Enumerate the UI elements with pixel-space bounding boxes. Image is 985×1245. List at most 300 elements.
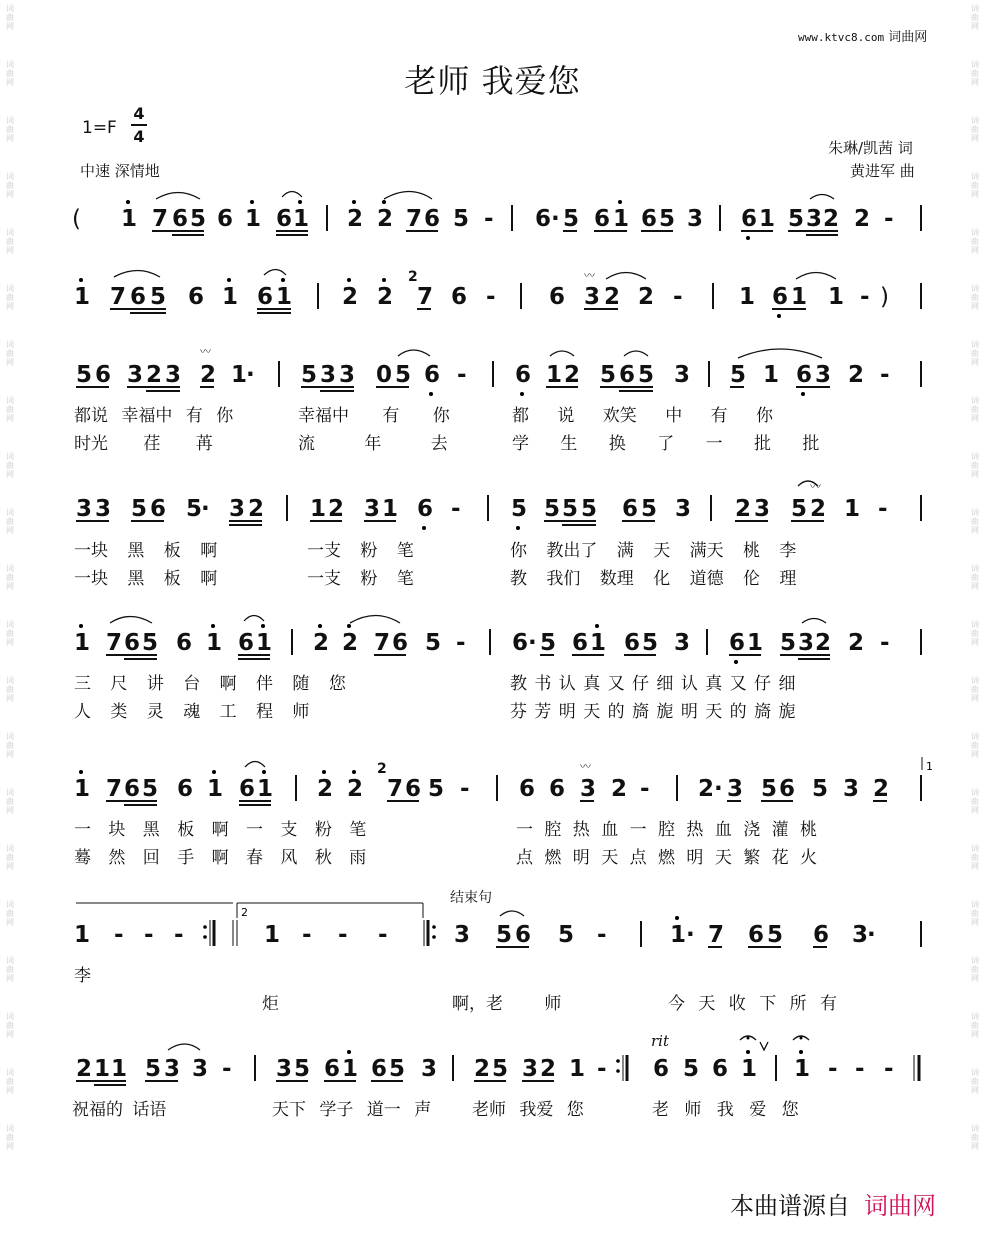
svg-text:3: 3 xyxy=(454,922,471,948)
lyric-row8-d: 老 师 我 爱 您 xyxy=(652,1100,799,1120)
watermark-text: 词 曲 网 xyxy=(6,564,14,591)
site-url[interactable]: www.ktvc8.com xyxy=(798,31,885,44)
svg-text:(: ( xyxy=(72,206,81,232)
song-title: 老师 我爱您 xyxy=(404,62,581,100)
watermark-text: 词 曲 网 xyxy=(971,1124,979,1151)
svg-text:2: 2 xyxy=(638,284,655,310)
svg-text:3: 3 xyxy=(76,496,93,522)
lyric-row4-v2-c: 教 我们 数理 化 道德 伦 理 xyxy=(510,569,797,589)
svg-text:-: - xyxy=(673,284,683,310)
svg-text:0: 0 xyxy=(376,362,393,388)
svg-text:2: 2 xyxy=(474,1056,491,1082)
svg-text:5: 5 xyxy=(761,776,778,802)
watermark-text: 词 曲 网 xyxy=(971,1068,979,1095)
svg-text:6: 6 xyxy=(712,1056,729,1082)
svg-text:6: 6 xyxy=(515,362,532,388)
svg-text:2: 2 xyxy=(810,496,827,522)
svg-text:6: 6 xyxy=(549,776,566,802)
lyric-row4-v2-a: 一块 黑 板 啊 xyxy=(74,569,218,589)
svg-text:-: - xyxy=(302,922,312,948)
svg-text:6: 6 xyxy=(519,776,536,802)
svg-text:1: 1 xyxy=(747,630,764,656)
svg-text:1: 1 xyxy=(231,362,248,388)
watermark-text: 词 曲 网 xyxy=(6,60,14,87)
svg-text:2: 2 xyxy=(408,269,418,285)
svg-text:3: 3 xyxy=(798,630,815,656)
row-2 xyxy=(74,269,921,318)
svg-text:2: 2 xyxy=(823,206,840,232)
watermark-text: 词 曲 网 xyxy=(971,676,979,703)
svg-text:6: 6 xyxy=(622,496,639,522)
svg-text:-: - xyxy=(884,206,894,232)
lyric-row3-v2-a: 时光 荏 苒 xyxy=(74,434,213,454)
svg-text:〰: 〰 xyxy=(584,269,595,282)
svg-text:6: 6 xyxy=(371,1056,388,1082)
svg-text:2: 2 xyxy=(735,496,752,522)
svg-text:2: 2 xyxy=(848,630,865,656)
svg-text:-: - xyxy=(597,922,607,948)
svg-text:6: 6 xyxy=(124,630,141,656)
svg-text:-: - xyxy=(855,1056,865,1082)
svg-text:7: 7 xyxy=(106,776,123,802)
watermark-text: 词 曲 网 xyxy=(6,732,14,759)
watermark-text: 词 曲 网 xyxy=(6,1012,14,1039)
svg-text:7: 7 xyxy=(708,922,725,948)
svg-text:2: 2 xyxy=(342,284,359,310)
svg-text:5: 5 xyxy=(683,1056,700,1082)
svg-text:1: 1 xyxy=(590,630,607,656)
svg-text:3: 3 xyxy=(580,776,597,802)
svg-text:2: 2 xyxy=(611,776,628,802)
lyric-row7-b: 炬 xyxy=(262,994,279,1014)
time-top: 4 xyxy=(133,104,145,123)
svg-text:1: 1 xyxy=(926,760,933,773)
svg-text:-: - xyxy=(451,496,461,522)
svg-text:5: 5 xyxy=(812,776,829,802)
svg-text:5: 5 xyxy=(131,496,148,522)
lyric-row5-v2-b: 芬 芳 明 天 的 旖 旎 明 天 的 旖 旎 xyxy=(510,702,796,722)
svg-text:1: 1 xyxy=(828,284,845,310)
svg-text:5: 5 xyxy=(301,362,318,388)
composer-credit: 黄进军 曲 xyxy=(850,162,915,180)
svg-text:1: 1 xyxy=(791,284,808,310)
svg-text:3: 3 xyxy=(339,362,356,388)
lyric-row3-v1-b: 幸福中 有 你 xyxy=(298,406,450,426)
lyric-row4-v1-a: 一块 黑 板 啊 xyxy=(74,541,218,561)
svg-text:6: 6 xyxy=(176,630,193,656)
svg-text:〰: 〰 xyxy=(200,345,211,358)
watermark-text: 词 曲 网 xyxy=(6,1124,14,1151)
svg-text:5: 5 xyxy=(642,630,659,656)
svg-text:6: 6 xyxy=(95,362,112,388)
svg-text:·: · xyxy=(528,630,537,656)
svg-text:7: 7 xyxy=(406,206,423,232)
svg-text:1: 1 xyxy=(763,362,780,388)
watermark-text: 词 曲 网 xyxy=(971,900,979,927)
svg-text:3: 3 xyxy=(727,776,744,802)
source-text: 本曲谱源自 xyxy=(730,1192,850,1220)
svg-text:6: 6 xyxy=(813,922,830,948)
svg-text:2: 2 xyxy=(854,206,871,232)
svg-text:5: 5 xyxy=(395,362,412,388)
svg-text:5: 5 xyxy=(641,496,658,522)
svg-text:3: 3 xyxy=(127,362,144,388)
svg-text:-: - xyxy=(457,362,467,388)
svg-text:·: · xyxy=(551,206,560,232)
tempo-marking: 中速 深情地 xyxy=(80,162,160,180)
svg-text:5: 5 xyxy=(186,496,203,522)
svg-text:6: 6 xyxy=(772,284,789,310)
svg-text:1: 1 xyxy=(74,284,91,310)
lyric-row4-v2-b: 一支 粉 笔 xyxy=(307,569,414,589)
svg-text:1: 1 xyxy=(739,284,756,310)
svg-text:6: 6 xyxy=(741,206,758,232)
key-signature: 1=F xyxy=(82,118,117,138)
svg-text:5: 5 xyxy=(428,776,445,802)
svg-text:7: 7 xyxy=(417,284,434,310)
svg-text:·: · xyxy=(686,922,695,948)
lyric-row8-c: 老师 我爱 您 xyxy=(472,1100,584,1120)
svg-text:6: 6 xyxy=(424,362,441,388)
watermark-text: 词 曲 网 xyxy=(971,172,979,199)
svg-text:1: 1 xyxy=(74,630,91,656)
row-5 xyxy=(74,616,921,665)
watermark-text: 词 曲 网 xyxy=(6,340,14,367)
svg-text:6: 6 xyxy=(549,284,566,310)
svg-text:2: 2 xyxy=(604,284,621,310)
watermark-text: 词 曲 网 xyxy=(971,956,979,983)
svg-text:5: 5 xyxy=(425,630,442,656)
watermark-text: 词 曲 网 xyxy=(6,452,14,479)
svg-text:6: 6 xyxy=(779,776,796,802)
svg-text:1: 1 xyxy=(794,1056,811,1082)
source-footer xyxy=(730,1186,936,1221)
svg-text:1: 1 xyxy=(382,496,399,522)
svg-text:6: 6 xyxy=(535,206,552,232)
svg-text:1: 1 xyxy=(569,1056,586,1082)
watermark-text: 词 曲 网 xyxy=(971,732,979,759)
svg-text:2: 2 xyxy=(347,206,364,232)
svg-text:2: 2 xyxy=(564,362,581,388)
svg-text:5: 5 xyxy=(150,284,167,310)
svg-text:6: 6 xyxy=(172,206,189,232)
svg-text:-: - xyxy=(880,362,890,388)
svg-text:5: 5 xyxy=(562,496,579,522)
svg-text:5: 5 xyxy=(780,630,797,656)
svg-text:5: 5 xyxy=(600,362,617,388)
lyric-row8-b: 天下 学子 道一 声 xyxy=(272,1100,432,1120)
lyric-row7-d: 今 天 收 下 所 有 xyxy=(668,994,838,1014)
svg-text:5: 5 xyxy=(453,206,470,232)
lyric-row3-v1-a: 都说 幸福中 有 你 xyxy=(74,406,234,426)
svg-text:1: 1 xyxy=(257,776,274,802)
watermark-text: 词 曲 网 xyxy=(971,844,979,871)
watermark-text: 词 曲 网 xyxy=(6,508,14,535)
svg-text:-: - xyxy=(597,1056,607,1082)
svg-text:-: - xyxy=(222,1056,232,1082)
svg-text:·: · xyxy=(246,362,255,388)
svg-text:-: - xyxy=(460,776,470,802)
svg-text:2: 2 xyxy=(241,906,248,919)
svg-text:2: 2 xyxy=(815,630,832,656)
lyric-row3-v2-b: 流 年 去 xyxy=(298,434,448,454)
watermark-text: 词 曲 网 xyxy=(971,452,979,479)
svg-text:5: 5 xyxy=(76,362,93,388)
svg-text:6: 6 xyxy=(392,630,409,656)
svg-text:5: 5 xyxy=(496,922,513,948)
row-8 xyxy=(76,1036,919,1085)
svg-text:1: 1 xyxy=(121,206,138,232)
rit-marking: rit xyxy=(651,1032,669,1050)
svg-text:5: 5 xyxy=(190,206,207,232)
svg-text:6: 6 xyxy=(619,362,636,388)
ending-phrase-label: 结束句 xyxy=(450,890,492,906)
svg-text:3: 3 xyxy=(843,776,860,802)
svg-text:3: 3 xyxy=(852,922,869,948)
svg-text:-: - xyxy=(640,776,650,802)
lyric-row4-v1-c: 你 教出了 满 天 满天 桃 李 xyxy=(510,541,797,561)
svg-text:5: 5 xyxy=(791,496,808,522)
svg-text:5: 5 xyxy=(730,362,747,388)
svg-text:2: 2 xyxy=(342,630,359,656)
site-name[interactable]: 词曲网 xyxy=(888,30,928,45)
svg-text:-: - xyxy=(174,922,184,948)
lyric-row4-v1-b: 一支 粉 笔 xyxy=(307,541,414,561)
svg-text:1: 1 xyxy=(74,922,91,948)
svg-text:〰: 〰 xyxy=(580,760,591,773)
watermark-text: 词 曲 网 xyxy=(6,172,14,199)
row-6 xyxy=(74,757,933,805)
row-1 xyxy=(72,192,921,241)
svg-text:5: 5 xyxy=(142,630,159,656)
svg-text:5: 5 xyxy=(540,630,557,656)
svg-text:6: 6 xyxy=(451,284,468,310)
svg-text:6: 6 xyxy=(130,284,147,310)
svg-text:3: 3 xyxy=(674,630,691,656)
svg-text:6: 6 xyxy=(748,922,765,948)
watermark-text: 词 曲 网 xyxy=(6,620,14,647)
watermark-text: 词 曲 网 xyxy=(6,396,14,423)
svg-text:1: 1 xyxy=(276,284,293,310)
svg-text:1: 1 xyxy=(256,630,273,656)
watermark-text: 词 曲 网 xyxy=(6,788,14,815)
svg-text:6: 6 xyxy=(405,776,422,802)
lyric-row6-v1-b: 一 腔 热 血 一 腔 热 血 浇 灌 桃 xyxy=(516,820,818,840)
watermark-text: 词 曲 网 xyxy=(971,508,979,535)
svg-text:6: 6 xyxy=(515,922,532,948)
row-4 xyxy=(76,480,921,530)
lyric-row6-v2-b: 点 燃 明 天 点 燃 明 天 繁 花 火 xyxy=(516,848,818,868)
svg-text:1: 1 xyxy=(111,1056,128,1082)
svg-text:5: 5 xyxy=(294,1056,311,1082)
svg-text:3: 3 xyxy=(364,496,381,522)
svg-text:3: 3 xyxy=(421,1056,438,1082)
svg-text:1: 1 xyxy=(759,206,776,232)
svg-text:7: 7 xyxy=(387,776,404,802)
watermark-text: 词 曲 网 xyxy=(6,228,14,255)
svg-text:3: 3 xyxy=(815,362,832,388)
svg-text:5: 5 xyxy=(638,362,655,388)
watermark-text: 词 曲 网 xyxy=(6,676,14,703)
svg-text:2: 2 xyxy=(146,362,163,388)
svg-text:-: - xyxy=(880,630,890,656)
svg-text:1: 1 xyxy=(74,776,91,802)
svg-text:6: 6 xyxy=(150,496,167,522)
svg-text:3: 3 xyxy=(165,362,182,388)
svg-text:6: 6 xyxy=(324,1056,341,1082)
watermark-text: 词 曲 网 xyxy=(6,4,14,31)
watermark-text: 词 曲 网 xyxy=(6,116,14,143)
time-bottom: 4 xyxy=(133,127,145,146)
lyricist-credit: 朱琳/凯茜 词 xyxy=(828,139,913,157)
svg-text:2: 2 xyxy=(377,206,394,232)
svg-text:-: - xyxy=(484,206,494,232)
svg-text:2: 2 xyxy=(873,776,890,802)
svg-text:1: 1 xyxy=(206,630,223,656)
svg-text:5: 5 xyxy=(145,1056,162,1082)
svg-text:1: 1 xyxy=(844,496,861,522)
svg-text:1: 1 xyxy=(94,1056,111,1082)
row-3 xyxy=(76,345,921,396)
lyric-row5-v2-a: 人 类 灵 魂 工 程 师 xyxy=(74,702,310,722)
svg-text:3: 3 xyxy=(584,284,601,310)
svg-text:2: 2 xyxy=(377,284,394,310)
svg-text:-: - xyxy=(114,922,124,948)
svg-text:3: 3 xyxy=(164,1056,181,1082)
svg-text:6: 6 xyxy=(257,284,274,310)
svg-text:5: 5 xyxy=(389,1056,406,1082)
watermark-text: 词 曲 网 xyxy=(971,620,979,647)
svg-text:2: 2 xyxy=(328,496,345,522)
svg-text:1: 1 xyxy=(245,206,262,232)
watermark-text: 词 曲 网 xyxy=(971,228,979,255)
svg-text:5: 5 xyxy=(788,206,805,232)
svg-text:-: - xyxy=(860,284,870,310)
svg-text:-: - xyxy=(884,1056,894,1082)
watermark-text: 词 曲 网 xyxy=(6,900,14,927)
svg-text:6: 6 xyxy=(177,776,194,802)
svg-text:1: 1 xyxy=(741,1056,758,1082)
svg-text:6: 6 xyxy=(239,776,256,802)
svg-text:-: - xyxy=(878,496,888,522)
watermark-text: 词 曲 网 xyxy=(971,1012,979,1039)
svg-text:2: 2 xyxy=(248,496,265,522)
svg-text:3: 3 xyxy=(687,206,704,232)
svg-text:6: 6 xyxy=(572,630,589,656)
svg-text:-: - xyxy=(378,922,388,948)
svg-text:7: 7 xyxy=(152,206,169,232)
svg-text:5: 5 xyxy=(659,206,676,232)
svg-text:-: - xyxy=(338,922,348,948)
svg-text:·: · xyxy=(201,496,210,522)
svg-text:2: 2 xyxy=(698,776,715,802)
svg-text:): ) xyxy=(880,284,889,310)
watermark-text: 词 曲 网 xyxy=(971,60,979,87)
svg-text:1: 1 xyxy=(293,206,310,232)
lyric-row3-v1-c: 都 说 欢笑 中 有 你 xyxy=(512,406,774,426)
lyric-row3-v2-c: 学 生 换 了 一 批 批 xyxy=(512,434,820,454)
svg-text:1: 1 xyxy=(310,496,327,522)
svg-text:1: 1 xyxy=(342,1056,359,1082)
svg-text:3: 3 xyxy=(192,1056,209,1082)
lyric-row7-a: 李 xyxy=(74,966,91,986)
svg-text:6: 6 xyxy=(653,1056,670,1082)
svg-text:6: 6 xyxy=(796,362,813,388)
svg-text:2: 2 xyxy=(377,761,387,777)
svg-text:-: - xyxy=(828,1056,838,1082)
svg-text:5: 5 xyxy=(142,776,159,802)
svg-text:3: 3 xyxy=(754,496,771,522)
svg-text:5: 5 xyxy=(492,1056,509,1082)
lyric-row8-a: 祝福的 话语 xyxy=(72,1100,167,1120)
svg-text:3: 3 xyxy=(320,362,337,388)
svg-text:3: 3 xyxy=(229,496,246,522)
svg-text:5: 5 xyxy=(767,922,784,948)
watermark-text: 词 曲 网 xyxy=(971,396,979,423)
watermark-text: 词 曲 网 xyxy=(6,1068,14,1095)
svg-text:5: 5 xyxy=(581,496,598,522)
svg-text:6: 6 xyxy=(729,630,746,656)
source-site-link[interactable]: 词曲网 xyxy=(864,1192,936,1220)
svg-text:1: 1 xyxy=(207,776,224,802)
watermark-text: 词 曲 网 xyxy=(971,564,979,591)
svg-text:·: · xyxy=(867,922,876,948)
watermark-text: 词 曲 网 xyxy=(971,116,979,143)
svg-text:6: 6 xyxy=(417,496,434,522)
lyric-row6-v1-a: 一 块 黑 板 啊 一 支 粉 笔 xyxy=(74,820,367,840)
lyric-row5-v1-a: 三 尺 讲 台 啊 伴 随 您 xyxy=(74,674,346,694)
svg-text:3: 3 xyxy=(806,206,823,232)
watermark-text: 词 曲 网 xyxy=(971,284,979,311)
svg-text:7: 7 xyxy=(110,284,127,310)
watermark-text: 词 曲 网 xyxy=(6,956,14,983)
svg-text:5: 5 xyxy=(563,206,580,232)
svg-text:1: 1 xyxy=(546,362,563,388)
svg-text:2: 2 xyxy=(200,362,217,388)
watermark-text: 词 曲 网 xyxy=(971,4,979,31)
svg-text:-: - xyxy=(456,630,466,656)
svg-text:2: 2 xyxy=(347,776,364,802)
watermark-text: 词 曲 网 xyxy=(6,284,14,311)
svg-text:1: 1 xyxy=(613,206,630,232)
svg-text:6: 6 xyxy=(641,206,658,232)
svg-text:6: 6 xyxy=(188,284,205,310)
svg-text:2: 2 xyxy=(848,362,865,388)
svg-text:2: 2 xyxy=(313,630,330,656)
watermark-text: 词 曲 网 xyxy=(971,340,979,367)
svg-text:3: 3 xyxy=(674,362,691,388)
svg-text:2: 2 xyxy=(317,776,334,802)
svg-text:-: - xyxy=(486,284,496,310)
svg-text:3: 3 xyxy=(522,1056,539,1082)
svg-text:6: 6 xyxy=(512,630,529,656)
svg-text:7: 7 xyxy=(374,630,391,656)
svg-text:6: 6 xyxy=(624,630,641,656)
svg-text:6: 6 xyxy=(238,630,255,656)
svg-text:〰: 〰 xyxy=(810,480,821,493)
svg-text:1: 1 xyxy=(264,922,281,948)
svg-text:3: 3 xyxy=(276,1056,293,1082)
svg-text:3: 3 xyxy=(675,496,692,522)
svg-text:·: · xyxy=(714,776,723,802)
svg-text:1: 1 xyxy=(670,922,687,948)
svg-text:2: 2 xyxy=(540,1056,557,1082)
lyric-row5-v1-b: 教 书 认 真 又 仔 细 认 真 又 仔 细 xyxy=(510,674,796,694)
watermark-text: 词 曲 网 xyxy=(6,844,14,871)
svg-text:2: 2 xyxy=(76,1056,93,1082)
svg-text:-: - xyxy=(144,922,154,948)
row-7 xyxy=(74,903,921,948)
